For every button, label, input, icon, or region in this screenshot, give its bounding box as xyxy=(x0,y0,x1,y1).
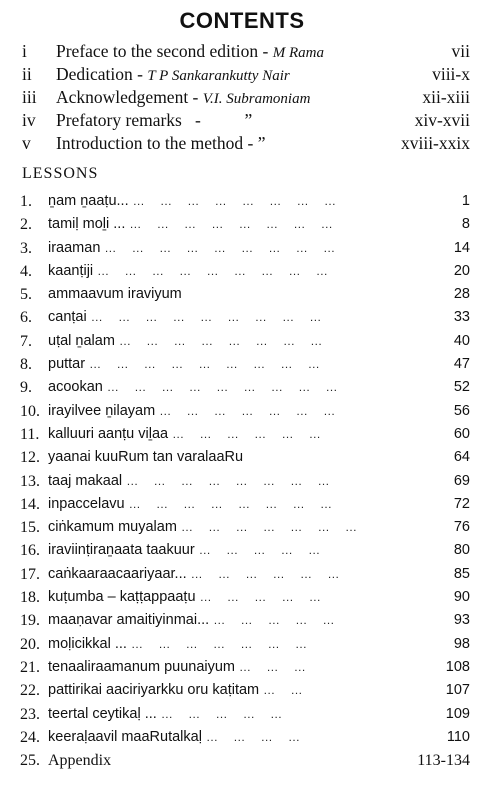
lesson-number: 21. xyxy=(20,658,40,676)
lesson-item xyxy=(0,539,484,562)
lesson-title-line xyxy=(48,539,326,562)
leader-dots: … … … … … … xyxy=(172,426,327,441)
lesson-page: 98 xyxy=(453,635,470,652)
leader-dots: … … xyxy=(263,683,309,698)
lesson-item xyxy=(0,306,484,329)
item-page: xviii-xxix xyxy=(400,133,470,153)
lesson-page: 109 xyxy=(445,705,470,722)
lesson-page: 14 xyxy=(453,239,470,256)
lesson-title-line xyxy=(48,656,312,679)
lesson-item xyxy=(0,260,484,283)
lesson-number: 22. xyxy=(20,682,40,700)
leader-dots: … … … … … … … xyxy=(159,403,342,418)
lesson-item xyxy=(0,213,484,236)
lesson-page: 107 xyxy=(445,682,470,699)
lesson-title: moḷicikkal ... xyxy=(48,635,127,652)
lesson-title-line xyxy=(48,306,327,329)
lesson-title: inpaccelavu xyxy=(48,495,125,512)
lesson-number: 13. xyxy=(20,472,40,490)
lesson-title: kaanṭiji xyxy=(48,262,94,279)
item-author: V.I. Subramoniam xyxy=(202,91,311,107)
lesson-title-line xyxy=(48,260,334,283)
lesson-title-line xyxy=(48,726,306,749)
lesson-page: 52 xyxy=(453,379,470,396)
lesson-title-line xyxy=(48,423,327,446)
lesson-page: 47 xyxy=(453,356,470,373)
lesson-page: 64 xyxy=(453,449,470,466)
lesson-number: 5. xyxy=(20,286,32,304)
lesson-page: 113-134 xyxy=(417,752,470,770)
lesson-title: tenaaliraamanum puunaiyum xyxy=(48,658,235,675)
front-matter-list xyxy=(0,40,484,155)
lesson-title: tamiḷ moḻi ... xyxy=(48,216,126,233)
item-number: iv xyxy=(22,110,36,130)
item-number: ii xyxy=(22,64,32,84)
front-matter-item xyxy=(0,63,484,86)
lesson-item xyxy=(0,283,484,306)
lesson-number: 14. xyxy=(20,495,40,513)
lesson-page: 110 xyxy=(446,728,470,745)
lesson-item xyxy=(0,563,484,586)
lesson-title: taaj makaal xyxy=(48,472,123,489)
lesson-title-line xyxy=(48,633,313,656)
lesson-title: Appendix xyxy=(48,752,112,770)
lesson-number: 11. xyxy=(20,425,40,443)
lesson-title: canṭai xyxy=(48,309,87,326)
lesson-number: 6. xyxy=(20,309,32,327)
lesson-title: caṅkaaraacaariyaar... xyxy=(48,565,187,582)
leader-dots: … … … … … … … … xyxy=(128,496,338,511)
item-title: Introduction to the method - ” xyxy=(56,133,266,153)
lesson-title-line xyxy=(48,516,363,539)
lesson-item xyxy=(0,330,484,353)
lesson-number: 19. xyxy=(20,612,40,630)
lesson-page: 40 xyxy=(453,332,470,349)
lesson-number: 16. xyxy=(20,542,40,560)
lesson-title-line xyxy=(48,470,336,493)
leader-dots: … … … … … xyxy=(213,613,341,628)
lesson-title: yaanai kuuRum tan varalaaRu xyxy=(48,449,244,466)
lesson-title-line xyxy=(48,749,111,773)
lesson-number: 2. xyxy=(20,216,32,234)
leader-dots: … … … … … xyxy=(160,706,289,721)
leader-dots: … … … … … … … … xyxy=(129,217,339,232)
leader-dots: … … … … … … … … … xyxy=(90,310,328,325)
lesson-item xyxy=(0,656,484,679)
front-matter-item xyxy=(0,109,484,132)
lesson-title-line xyxy=(48,237,341,260)
lesson-number: 17. xyxy=(20,565,40,583)
item-title: Acknowledgement - V.I. Subramoniam xyxy=(56,87,311,107)
item-page: xiv-xvii xyxy=(414,110,470,130)
front-matter-item xyxy=(0,86,484,109)
item-title: Dedication - T P Sankarankutty Nair xyxy=(56,64,290,84)
lesson-number: 10. xyxy=(20,402,40,420)
item-title: Preface to the second edition - M Rama xyxy=(56,41,324,61)
item-number: iii xyxy=(22,87,37,107)
lesson-item xyxy=(0,703,484,726)
lesson-title: teertal ceytikaḷ ... xyxy=(48,705,157,722)
lesson-number: 24. xyxy=(20,728,40,746)
lesson-title: acookan xyxy=(48,379,103,396)
lesson-page: 80 xyxy=(453,542,470,559)
lesson-number: 7. xyxy=(20,332,32,350)
leader-dots: … … … … xyxy=(205,729,306,744)
leader-dots: … … … … … … … … xyxy=(126,473,336,488)
lesson-item xyxy=(0,609,484,632)
leader-dots: … … … … … … xyxy=(190,566,346,581)
lesson-title: ammaavum iraviyum xyxy=(48,286,182,303)
leader-dots: … … … … … … … … xyxy=(132,194,342,208)
lesson-number: 9. xyxy=(20,379,32,397)
lesson-title: irayilvee ṉilayam xyxy=(48,402,156,419)
lesson-item xyxy=(0,516,484,539)
leader-dots: … … … xyxy=(239,659,312,674)
lesson-item xyxy=(0,679,484,702)
lesson-page: 85 xyxy=(453,565,470,582)
lesson-title: kuṭumba – kaṭṭappaaṭu xyxy=(48,589,196,606)
leader-dots: … … … … … … … … … xyxy=(104,240,342,255)
item-page: vii xyxy=(451,41,470,61)
leader-dots: … … … … … … … … … xyxy=(89,357,326,372)
lesson-item xyxy=(0,190,484,213)
lesson-title-line xyxy=(48,400,341,423)
lesson-page: 33 xyxy=(453,309,470,326)
lesson-item xyxy=(0,376,484,399)
lesson-number: 1. xyxy=(20,193,32,210)
lesson-number: 18. xyxy=(20,589,40,607)
leader-dots: … … … … … … … xyxy=(131,636,314,651)
lesson-number: 12. xyxy=(20,449,40,467)
lesson-title: pattirikai aaciriyarkku oru kaṭitam xyxy=(48,682,260,699)
lesson-page: 1 xyxy=(461,193,470,209)
lesson-item xyxy=(0,633,484,656)
lesson-page: 72 xyxy=(453,495,470,512)
lesson-title: maaṇavar amaitiyinmai... xyxy=(48,612,210,629)
leader-dots: … … … … … … … … xyxy=(118,333,329,348)
lesson-page: 8 xyxy=(461,216,470,233)
leader-dots: … … … … … xyxy=(199,590,327,605)
lesson-page: 20 xyxy=(453,262,470,279)
lesson-item xyxy=(0,353,484,376)
item-number: v xyxy=(22,133,31,153)
item-page: viii-x xyxy=(432,64,470,84)
lesson-number: 8. xyxy=(20,356,32,374)
lesson-number: 3. xyxy=(20,239,32,257)
front-matter-item xyxy=(0,40,484,63)
leader-dots: … … … … … … … … … xyxy=(106,380,344,395)
lesson-title-line xyxy=(48,446,243,469)
lesson-title-line xyxy=(48,213,339,236)
lesson-page: 56 xyxy=(453,402,470,419)
lesson-title-line xyxy=(48,190,342,213)
lesson-page: 69 xyxy=(453,472,470,489)
lesson-page: 28 xyxy=(453,286,470,303)
lesson-number: 20. xyxy=(20,635,40,653)
lesson-item xyxy=(0,493,484,516)
lesson-item xyxy=(0,470,484,493)
lesson-item xyxy=(0,446,484,469)
item-title: Prefatory remarks - ” xyxy=(56,110,253,130)
lesson-title-line xyxy=(48,563,345,586)
lesson-page: 108 xyxy=(445,658,470,675)
lesson-title: ṉam ṉaaṭu... xyxy=(48,193,129,209)
lesson-title: keeraḷaavil maaRutalkaḷ xyxy=(48,728,202,745)
page-title: CONTENTS xyxy=(179,8,305,33)
lesson-title-line xyxy=(48,376,344,399)
lesson-title-line xyxy=(48,353,326,376)
lesson-page: 60 xyxy=(453,425,470,442)
lesson-title: iraaman xyxy=(48,239,101,256)
item-page: xii-xiii xyxy=(422,87,470,107)
lesson-title-line xyxy=(48,679,309,702)
lesson-title: iraviinṭiraṉaata taakuur xyxy=(48,542,195,559)
lesson-title-line xyxy=(48,586,327,609)
lesson-title: puttar xyxy=(48,356,86,373)
lesson-number: 15. xyxy=(20,519,40,537)
lesson-title-line xyxy=(48,330,328,353)
lesson-page: 76 xyxy=(453,519,470,536)
lesson-title-line xyxy=(48,493,338,516)
lesson-title: ciṅkamum muyalam xyxy=(48,519,177,536)
front-matter-item xyxy=(0,132,484,155)
lesson-item xyxy=(0,237,484,260)
lessons-heading: LESSONS xyxy=(22,165,99,182)
lesson-number: 23. xyxy=(20,705,40,723)
leader-dots: … … … … … xyxy=(198,543,327,558)
leader-dots: … … … … … … … xyxy=(180,520,363,535)
lesson-item xyxy=(0,423,484,446)
lesson-item xyxy=(0,586,484,609)
lesson-item xyxy=(0,726,484,749)
lesson-title-line xyxy=(48,283,182,306)
leader-dots: … … … … … … … … … xyxy=(97,263,334,278)
item-author: M Rama xyxy=(272,45,324,61)
lesson-item xyxy=(0,400,484,423)
lesson-title-line xyxy=(48,703,288,726)
lesson-number: 4. xyxy=(20,262,32,280)
lesson-page: 93 xyxy=(453,612,470,629)
item-author: T P Sankarankutty Nair xyxy=(147,68,290,84)
lesson-title: uṭal ṉalam xyxy=(48,332,115,349)
lesson-title-line xyxy=(48,609,341,632)
lesson-page: 90 xyxy=(453,589,470,606)
lessons-list xyxy=(0,190,484,772)
lesson-title: kalluuri aanṭu viḻaa xyxy=(48,425,169,442)
item-number: i xyxy=(22,41,27,61)
lesson-number: 25. xyxy=(20,752,40,770)
lesson-item xyxy=(0,749,484,772)
